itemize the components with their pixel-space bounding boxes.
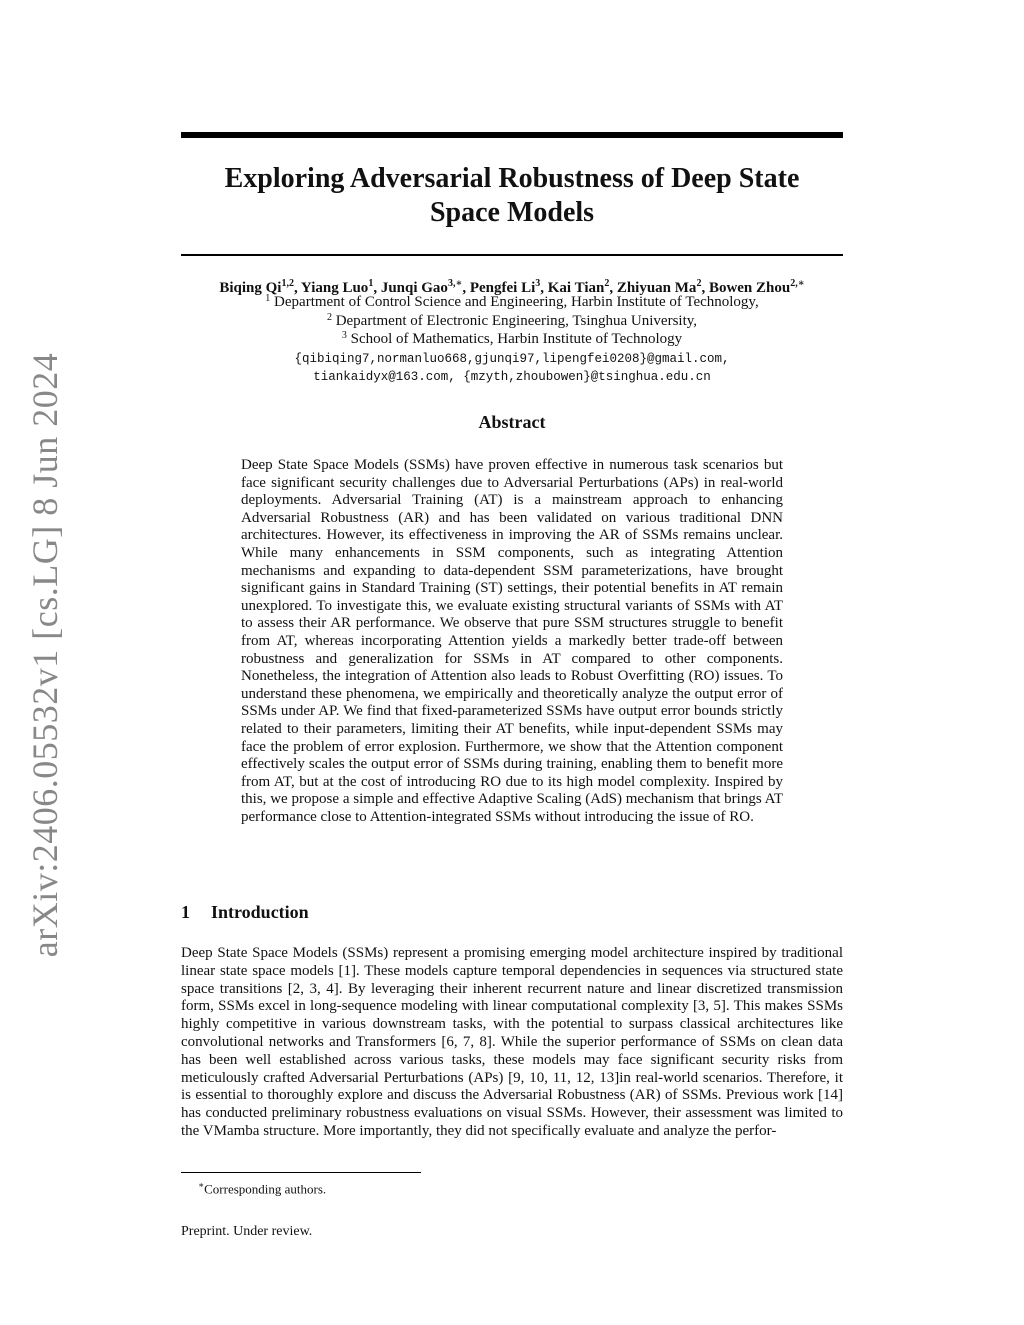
email-line-2[interactable]: tiankaidyx@163.com, {mzyth,zhoubowen}@tsinghua.edu.cn (313, 370, 711, 384)
abstract-text: Deep State Space Models (SSMs) have proven effective in numerous task scenarios but face significant security challenges due to Adversarial Perturbations (APs) in real-world deployments. Adversarial Training (AT) is a mainstream approach to enhancing Adversarial Robustness (AR) and has been validated on various traditional DNN architectures. However, its effectiveness in improving the AR of SSMs remains unclear. While many enhancements in SSM components, such as integrating Attention mechanisms and expanding to data-dependent SSM parameterizations, have brought significant gains in Standard Training (ST) settings, their potential benefits in AT remain unexplored. To investigate this, we evaluate existing structural variants of SSMs with AT to assess their AR performance. We observe that pure SSM structures struggle to benefit from AT, whereas incorporating Attention yields a markedly better trade-off between robustness and generalization for SSMs in AT compared to other components. Nonetheless, the integration of Attention also leads to Robust Overfitting (RO) issues. To understand these phenomena, we empirically and theoretically analyze the output error of SSMs under AP. We find that fixed-parameterized SSMs have output error bounds strictly related to their parameters, limiting their AT benefits, while input-dependent SSMs may face the problem of error explosion. Furthermore, we show that the Attention component effectively scales the output error of SSMs during training, enabling them to benefit more from AT, but at the cost of introducing RO due to its high model complexity. Inspired by this, we propose a simple and effective Adaptive Scaling (AdS) mechanism that brings AT performance close to Attention-integrated SSMs without introducing the issue of RO. (241, 457, 783, 825)
title-line-2: Space Models (429, 197, 595, 228)
author: Zhiyuan Ma$^2$, (616, 278, 709, 296)
author: Kai Tian$^2$, (547, 278, 617, 296)
footnote (198, 1177, 326, 1197)
author: Pengfei Li$^3$, (469, 278, 548, 296)
author: Yiang Luo$^1$, (300, 278, 381, 296)
introduction-text: Deep State Space Models (SSMs) represent a promising emerging model architecture inspired by traditional linear state space models [1]. These models capture temporal dependencies in sequences via structured state space transitions [2, 3, 4]. By leveraging their inherent recurrent nature and linear discretized transmission form, SSMs excel in long-sequence modeling with linear computational complexity [3, 5]. This makes SSMs highly competitive in various downstream tasks, with the potential to surpass classical architectures like convolutional networks and Transformers [6, 7, 8]. While the superior performance of SSMs on clean data has been well established across various tasks, these models may face significant security risks from meticulously crafted Adversarial Perturbations (APs) [9, 10, 11, 12, 13]in real-world scenarios. Therefore, it is essential to thoroughly explore and discuss the Adversarial Robustness (AR) of SSMs. Previous work [14] has conducted preliminary robustness evaluations on visual SSMs. However, their assessment was limited to the VMamba structure. More importantly, they did not specifically evaluate and analyze the perfor- (181, 945, 843, 1139)
author-emails (150, 350, 874, 386)
author: Junqi Gao$^{3,∗}$, (380, 278, 470, 296)
paper-title (181, 162, 843, 230)
abstract-heading: Abstract (478, 412, 546, 432)
affiliation: $^1$ Department of Control Science and Engineering, Harbin Institute of Technology, (265, 293, 759, 310)
affiliation: $^2$ Department of Electronic Engineering, Tsinghua University, (326, 311, 698, 329)
title-top-rule (181, 132, 843, 138)
footnote-text: Corresponding authors. (204, 1181, 327, 1197)
title-bottom-rule (181, 254, 843, 256)
affiliation-list (150, 293, 874, 349)
preprint-notice: Preprint. Under review. (181, 1224, 313, 1239)
footnote-rule (181, 1172, 421, 1173)
email-line-1[interactable]: {qibiqing7,normanluo668,gjunqi97,lipengfei0208}@gmail.com, (294, 352, 730, 366)
title-line-1: Exploring Adversarial Robustness of Deep State (224, 163, 800, 194)
arxiv-identifier[interactable]: arXiv:2406.05532v1 [cs.LG] 8 Jun 2024 (25, 352, 65, 958)
section-heading (181, 902, 309, 923)
affiliation: $^3$ School of Mathematics, Harbin Institute of Technology (341, 330, 683, 347)
author: Bowen Zhou$^{2,∗}$ (708, 278, 805, 296)
section-number: 1 (181, 902, 190, 922)
author: Biqing Qi$^{1,2}$, (219, 278, 301, 296)
footnote-mark: ∗ (198, 1180, 205, 1190)
section-title: Introduction (211, 902, 309, 922)
